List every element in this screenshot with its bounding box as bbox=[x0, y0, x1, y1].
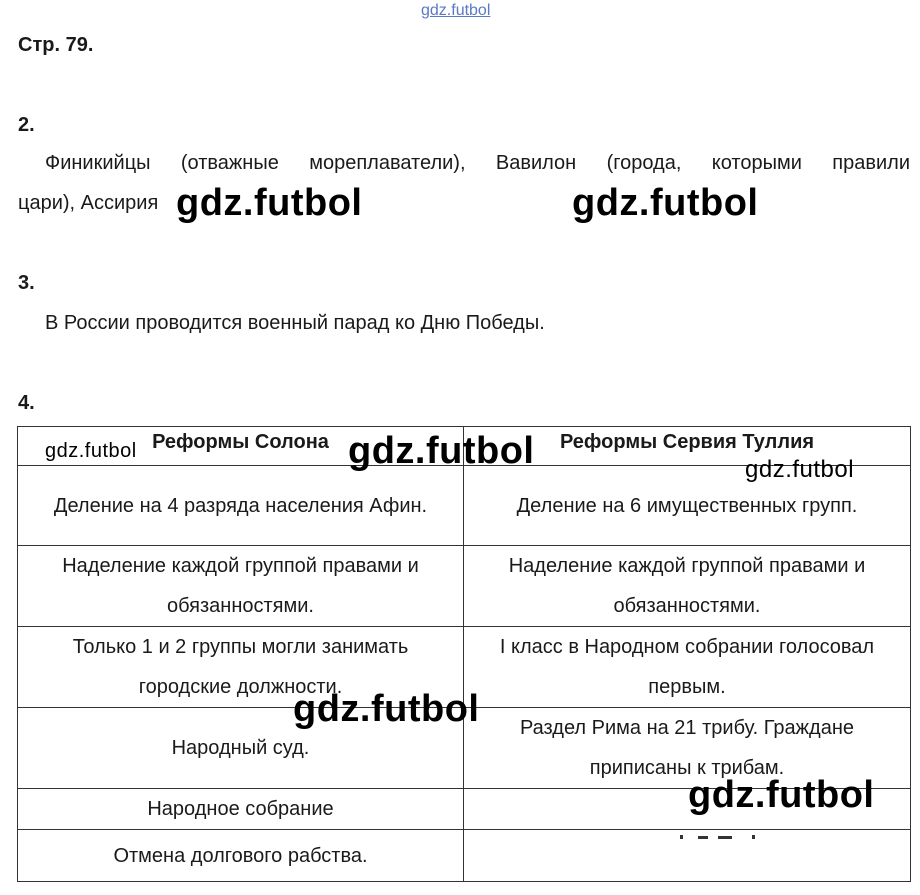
table-row bbox=[18, 627, 911, 708]
table-row bbox=[18, 546, 911, 627]
table-cell: Деление на 4 разряда населения Афин. bbox=[18, 466, 464, 546]
header-solon: Реформы Солона bbox=[18, 427, 464, 466]
page-reference: Стр. 79. bbox=[18, 34, 94, 56]
question-number-3: 3. bbox=[18, 272, 35, 294]
answer-3: В России проводится военный парад ко Дню Победы. bbox=[45, 312, 545, 334]
watermark: gdz.futbol bbox=[348, 430, 535, 472]
table-cell: Народный суд. bbox=[18, 708, 464, 789]
table-row bbox=[18, 830, 911, 882]
table-row bbox=[18, 466, 911, 546]
table-cell: Раздел Рима на 21 трибу. Граждане приписаны к трибам. bbox=[464, 708, 911, 789]
answer-2 bbox=[18, 143, 910, 223]
table-cell: Отмена долгового рабства. bbox=[18, 830, 464, 882]
table-cell: Деление на 6 имущественных групп. bbox=[464, 466, 911, 546]
reforms-table bbox=[17, 426, 911, 882]
table-row bbox=[18, 708, 911, 789]
watermark: gdz.futbol bbox=[176, 182, 363, 224]
table-cell: Только 1 и 2 группы могли занимать городские должности. bbox=[18, 627, 464, 708]
watermark: gdz.futbol bbox=[688, 774, 875, 816]
table-header-row bbox=[18, 427, 911, 466]
question-number-2: 2. bbox=[18, 114, 35, 136]
header-servius: Реформы Сервия Туллия bbox=[464, 427, 911, 466]
partial-text-fragment bbox=[680, 834, 760, 840]
table-cell: Народное собрание bbox=[18, 789, 464, 830]
watermark: gdz.futbol bbox=[293, 688, 480, 730]
top-watermark-link[interactable]: gdz.futbol bbox=[421, 2, 491, 19]
table-cell: Наделение каждой группой правами и обязанностями. bbox=[18, 546, 464, 627]
watermark: gdz.futbol bbox=[745, 456, 855, 483]
question-number-4: 4. bbox=[18, 392, 35, 414]
answer-2-line-1: Финикийцы (отважные мореплаватели), Вавилон (города, которыми правили bbox=[45, 152, 910, 174]
table-cell bbox=[464, 789, 911, 830]
watermark: gdz.futbol bbox=[45, 440, 137, 462]
table-row bbox=[18, 789, 911, 830]
answer-2-line-2: цари), Ассирия bbox=[18, 192, 159, 214]
table-cell: Наделение каждой группой правами и обязанностями. bbox=[464, 546, 911, 627]
table-cell: I класс в Народном собрании голосовал первым. bbox=[464, 627, 911, 708]
watermark: gdz.futbol bbox=[572, 182, 759, 224]
